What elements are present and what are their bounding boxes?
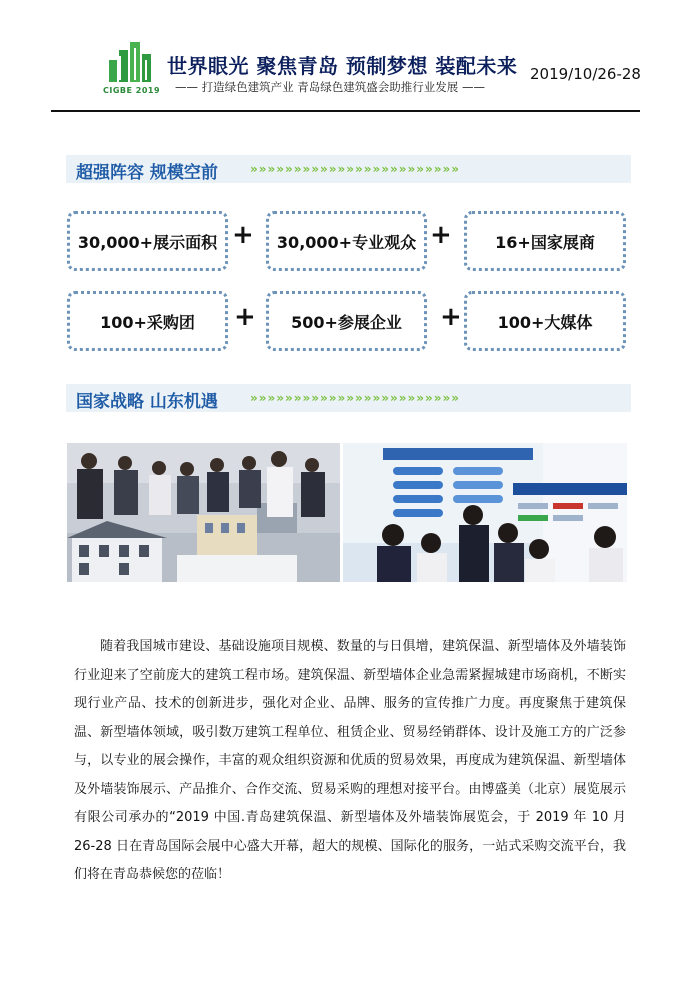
- exhibition-photo-left: [67, 443, 340, 582]
- exhibition-photo-right: [343, 443, 627, 582]
- stat-box-visitors: 30,000+专业观众: [266, 211, 427, 271]
- header-slogan: 世界眼光 聚焦青岛 预制梦想 装配未来: [167, 54, 518, 78]
- section-title-scale: 超强阵容 规模空前: [76, 163, 218, 183]
- page-header: [0, 0, 700, 118]
- stat-box-purchasing-groups: 100+采购团: [67, 291, 228, 351]
- header-subslogan: —— 打造绿色建筑产业 青岛绿色建筑盛会助推行业发展 ——: [175, 80, 485, 94]
- section-title-strategy: 国家战略 山东机遇: [76, 392, 218, 412]
- chevron-arrows-icon: »»»»»»»»»»»»»»»»»»»»»»»»: [250, 391, 461, 405]
- logo-text: CIGBE 2019: [103, 86, 161, 95]
- plus-sign: +: [440, 302, 462, 332]
- plus-sign: +: [430, 220, 452, 250]
- event-date: 2019/10/26-28: [530, 65, 641, 83]
- plus-sign: +: [232, 220, 254, 250]
- plus-sign: +: [234, 302, 256, 332]
- stat-box-media: 100+大媒体: [464, 291, 626, 351]
- stat-box-exhibitors: 500+参展企业: [266, 291, 427, 351]
- header-divider: [51, 110, 640, 112]
- section-bar-strategy: [66, 384, 631, 412]
- intro-paragraph-text: 随着我国城市建设、基础设施项目规模、数量的与日俱增，建筑保温、新型墙体及外墙装饰行业迎来了空前庞大的建筑工程市场。建筑保温、新型墙体企业急需紧握城建市场商机，不断实现行业产品、技术的创新进步，强化对企业、品牌、服务的宣传推广力度。再度聚焦于建筑保温、新型墙体领域，吸引数万建筑工程单位、租赁企业、贸易经销群体、设计及施工方的广泛参与，以专业的展会操作，丰富的观众组织资源和优质的贸易效果，再度成为建筑保温、新型墙体及外墙装饰展示、产品推介、合作交流、贸易采购的理想对接平台。由博盛美（北京）展览展示有限公司承办的“2019 中国.青岛建筑保温、新型墙体及外墙装饰展览会，于 2019 年 10 月 26-28 日在青岛国际会展中心盛大开幕，超大的规模、国际化的服务，一站式采购交流平台，我们将在青岛恭候您的莅临！: [74, 639, 626, 882]
- section-bar-scale: [66, 155, 631, 183]
- stat-box-exhibition-area: 30,000+展示面积: [67, 211, 228, 271]
- stat-box-countries: 16+国家展商: [464, 211, 626, 271]
- chevron-arrows-icon: »»»»»»»»»»»»»»»»»»»»»»»»: [250, 162, 461, 176]
- intro-paragraph: [74, 633, 626, 890]
